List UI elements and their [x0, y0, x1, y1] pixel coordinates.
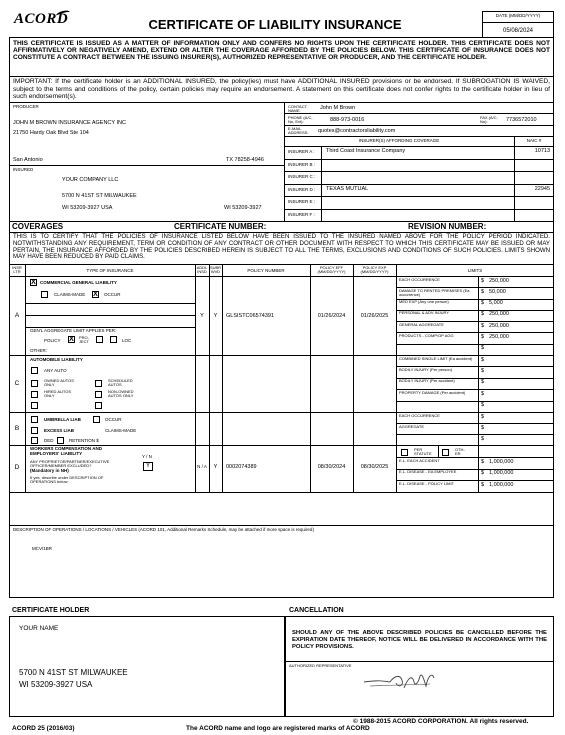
- owned-checkbox[interactable]: [31, 380, 38, 387]
- limit-label: E.L. DISEASE - EA EMPLOYEE: [399, 469, 457, 475]
- limit-row-line: [396, 434, 554, 435]
- oth-er-label: OTH- ER: [455, 447, 465, 456]
- wc-eff: 08/30/2024: [317, 464, 346, 470]
- wc-subr: Y: [213, 464, 218, 470]
- scheduled-label: SCHEDULED AUTOS: [108, 378, 133, 388]
- insurer-row-line: [284, 209, 554, 210]
- umbrella-label: UMBRELLA LIAB: [44, 417, 81, 422]
- v-insr: [25, 264, 26, 492]
- gl-other-label: OTHER:: [30, 348, 48, 353]
- description-top: [9, 525, 554, 526]
- insured-zip: WI 53209-3927: [224, 205, 262, 211]
- wc-title: WORKERS COMPENSATION AND EMPLOYERS' LIABILITY: [30, 446, 102, 456]
- insurer-label: INSURER F :: [288, 211, 315, 217]
- limit-value: 1,000,000: [489, 458, 514, 465]
- umbrella-claims-made-label: CLAIMS-MADE: [105, 428, 137, 433]
- insurers-header: INSURER(S) AFFORDING COVERAGE: [358, 138, 440, 143]
- limit-dollar-sign: $: [481, 413, 485, 420]
- wc-statute-line: [396, 457, 554, 458]
- per-statute-label: PER STATUTE: [414, 447, 432, 456]
- limit-label: BODILY INJURY (Per person): [399, 366, 453, 372]
- ded-label: DED: [44, 438, 54, 443]
- insured-city: WI 53209-3927 USA: [62, 205, 113, 211]
- limit-dollar-sign: $: [481, 300, 485, 307]
- umbrella-occur-label: OCCUR: [105, 417, 122, 422]
- coverage-statement: THIS IS TO CERTIFY THAT THE POLICIES OF INSURANCE LISTED BELOW HAVE BEEN ISSUED TO THE INSURED NAMED ABOVE FOR THE POLICY PERIOD INDICATED. NOTWITHSTANDING ANY REQUIREMENT, TERM OR CONDITION OF ANY CONTRACT OR OTHER DOCUMENT WITH RESPECT TO WHICH THIS CERTIFICATE MAY BE ISSUED OR MAY PERTAIN, THE INSURANCE AFFORDED BY THE POLICIES DESCRIBED HEREIN IS SUBJECT TO ALL THE TERMS, EXCLUSIONS AND CONDITIONS OF SUCH POLICIES. LIMITS SHOWN MAY HAVE BEEN REDUCED BY PAID CLAIMS.: [13, 233, 550, 261]
- insurer-label: INSURER B :: [288, 161, 316, 167]
- limit-dollar-sign: $: [481, 458, 485, 465]
- v-subr: [222, 264, 223, 492]
- insurer-label: INSURER E :: [288, 199, 316, 204]
- umbrella-ltr: B: [14, 425, 20, 432]
- cancellation-text: SHOULD ANY OF THE ABOVE DESCRIBED POLICIES BE CANCELLED BEFORE THE EXPIRATION DATE THEREOF, NOTICE WILL BE DELIVERED IN ACCORDANCE WITH THE POLICY PROVISIONS.: [292, 630, 547, 650]
- any-auto-checkbox[interactable]: [31, 367, 38, 374]
- disclaimer-text: THIS CERTIFICATE IS ISSUED AS A MATTER OF INFORMATION ONLY AND CONFERS NO RIGHTS UPON THE CERTIFICATE HOLDER. THIS CERTIFICATE DOES NOT AFFIRMATIVELY OR NEGATIVELY AMEND, EXTEND OR ALTER THE COVERAGE AFFORDED BY THE POLICIES BELOW. THIS CERTIFICATE OF INSURANCE DOES NOT CONSTITUTE A CONTRACT BETWEEN THE ISSUING INSURER(S), AUTHORIZED REPRESENTATIVE OR PRODUCER, AND THE CERTIFICATE HOLDER.: [13, 40, 550, 62]
- fax-value: 7736572010: [506, 117, 537, 123]
- gl-eff: 01/26/2024: [317, 313, 346, 319]
- gl-blank-line-1: [25, 303, 195, 304]
- hired-checkbox[interactable]: [31, 391, 38, 398]
- limit-dollar-sign: $: [481, 311, 485, 318]
- producer-city: San Antonio: [13, 157, 43, 163]
- limit-dollar-sign: $: [481, 435, 485, 442]
- limit-label: COMBINED SINGLE LIMIT (Ea accident): [399, 355, 473, 361]
- gl-blank-line-2: [25, 315, 195, 316]
- wc-excluded-answer[interactable]: Y: [143, 462, 153, 471]
- wc-exp: 08/30/2025: [360, 464, 389, 470]
- document-title: CERTIFICATE OF LIABILITY INSURANCE: [148, 17, 402, 32]
- insured-name: YOUR COMPANY LLC: [62, 177, 119, 183]
- auto-title: AUTOMOBILE LIABILITY: [30, 357, 83, 362]
- auto-ltr: C: [14, 380, 20, 387]
- gl-policy-number: GLSISTC06574391: [226, 313, 275, 319]
- gl-addl: Y: [200, 313, 204, 319]
- wc-yn: Y / N: [142, 454, 152, 459]
- limit-label: AGGREGATE: [399, 423, 425, 429]
- gen-agg-label: GEN'L AGGREGATE LIMIT APPLIES PER:: [30, 328, 117, 333]
- col-policy: POLICY NUMBER: [247, 268, 285, 273]
- limit-label: PROPERTY DAMAGE (Per accident): [399, 389, 466, 395]
- producer-state-zip: TX 78258-4946: [226, 157, 264, 163]
- non-owned-checkbox[interactable]: [95, 391, 102, 398]
- auto-blank-checkbox-1[interactable]: [31, 402, 38, 409]
- policy-checkbox[interactable]: X: [69, 336, 74, 343]
- trademark: The ACORD name and logo are registered marks of ACORD: [186, 725, 370, 732]
- loc-label: LOC: [122, 338, 132, 343]
- producer-label: PRODUCER: [13, 104, 39, 109]
- non-owned-label: NON-OWNED AUTOS ONLY: [108, 389, 134, 399]
- holder-address: 5700 N 41ST ST MILWAUKEE: [19, 668, 128, 677]
- limit-value: 250,000: [489, 333, 509, 340]
- producer-address: 21750 Hardy Oak Blvd Ste 104: [13, 130, 89, 136]
- limit-value: 250,000: [489, 311, 509, 318]
- limit-row-line: [396, 344, 554, 345]
- description-label: DESCRIPTION OF OPERATIONS / LOCATIONS / VEHICLES (ACORD 101, Additional Remarks Schedule, may be attached if more space is required): [13, 527, 314, 532]
- gl-exp: 01/26/2025: [360, 313, 389, 319]
- limit-dollar-sign: $: [481, 367, 485, 374]
- occur-label: OCCUR: [104, 292, 121, 297]
- limit-value: 1,000,000: [489, 481, 514, 488]
- policy-label: POLICY: [44, 338, 61, 343]
- date-label: DATE (MM/DD/YYYY): [495, 13, 541, 18]
- email-value: quotes@contractorsliability.com: [318, 128, 396, 134]
- v-policy: [310, 264, 311, 492]
- excess-checkbox[interactable]: [31, 427, 38, 434]
- col-type: TYPE OF INSURANCE: [86, 268, 134, 273]
- limit-label: GENERAL AGGREGATE: [399, 321, 444, 327]
- insurer-naic: 10713: [534, 148, 550, 154]
- insurer-name: Third Coast Insurance Company: [326, 148, 406, 154]
- excess-label: EXCESS LIAB: [44, 428, 75, 433]
- col-eff: POLICY EFF (MM/DD/YYYY): [317, 265, 346, 274]
- per-statute-checkbox[interactable]: [401, 449, 408, 456]
- col-insr: INSR LTR: [12, 265, 22, 274]
- cert-holder-label: CERTIFICATE HOLDER: [12, 607, 90, 614]
- v-dollar: [478, 276, 479, 492]
- owned-label: OWNED AUTOS ONLY: [44, 378, 74, 388]
- scheduled-checkbox[interactable]: [95, 380, 102, 387]
- contact-line-2: [284, 125, 554, 126]
- insurer-row-line: [284, 196, 554, 197]
- coverages-label: COVERAGES: [12, 222, 64, 231]
- retention-label: RETENTION $: [69, 438, 99, 443]
- limit-value: 250,000: [489, 277, 509, 284]
- insurer-label: INSURER A :: [288, 149, 315, 154]
- limit-row-line: [396, 401, 554, 402]
- insurer-naic: 22945: [534, 185, 550, 192]
- acord-logo: ACORD: [14, 11, 69, 27]
- wc-question: ANY PROPRIETOR/PARTNER/EXECUTIVE OFFICER/MEMBER EXCLUDED?: [30, 459, 110, 469]
- project-checkbox[interactable]: [96, 336, 103, 343]
- limit-dollar-sign: $: [481, 322, 485, 329]
- v-addl: [209, 264, 210, 492]
- limit-label: EACH OCCURRENCE: [399, 276, 440, 282]
- limit-dollar-sign: $: [481, 390, 485, 397]
- producer-bottom-line: [9, 165, 284, 166]
- wc-bottom: [9, 492, 554, 493]
- wc-policy-number: 0002074389: [226, 464, 257, 470]
- date-value: 05/08/2024: [502, 28, 534, 34]
- col-exp: POLICY EXP (MM/DD/YYYY): [360, 265, 389, 274]
- limit-label: EACH OCCURRENCE: [399, 412, 440, 418]
- oth-er-checkbox[interactable]: [442, 449, 449, 456]
- limit-dollar-sign: $: [481, 277, 485, 284]
- contact-line-1: [284, 113, 554, 114]
- authorized-rep-label: AUTHORIZED REPRESENTATIVE: [289, 663, 352, 668]
- any-auto-label: ANY AUTO: [44, 368, 67, 373]
- description-text: MCV/1BR: [32, 546, 53, 551]
- v-eff: [353, 264, 354, 492]
- limit-value: 1,000,000: [489, 470, 514, 477]
- limit-dollar-sign: $: [481, 345, 485, 352]
- phone-value: 888-973-0016: [330, 117, 365, 123]
- gl-subr: Y: [213, 313, 218, 319]
- limit-dollar-sign: $: [481, 424, 485, 431]
- insured-address: 5700 N 41ST ST MILWAUKEE: [62, 193, 137, 199]
- limit-dollar-sign: $: [481, 356, 485, 363]
- hired-label: HIRED AUTOS ONLY: [44, 389, 72, 399]
- wc-describe: If yes, describe under DESCRIPTION OF OPERATIONS below: [30, 475, 104, 485]
- insurer-row-line: [284, 184, 554, 185]
- col-limits: LIMITS: [467, 268, 483, 273]
- insurer-name: TEXAS MUTUAL: [326, 185, 369, 192]
- certificate-number-label: CERTIFICATE NUMBER:: [174, 222, 267, 231]
- gl-ltr: A: [14, 312, 20, 319]
- signature-graphic: [360, 668, 450, 694]
- claims-made-checkbox[interactable]: [41, 291, 48, 298]
- contact-name-label: CONTACT NAME:: [288, 104, 307, 113]
- limit-dollar-sign: $: [481, 379, 485, 386]
- limit-dollar-sign: $: [481, 481, 485, 488]
- limit-label: DAMAGE TO RENTED PREMISES (Ea occurrence): [399, 287, 470, 297]
- umbrella-checkbox[interactable]: [31, 416, 38, 423]
- important-text: IMPORTANT: If the certificate holder is an ADDITIONAL INSURED, the policy(ies) must have ADDITIONAL INSURED provisions or be endorsed. If SUBROGATION IS WAIVED, subject to the terms and conditions of the policy, certain policies may require an endorsement. A statement on this certificate does not confer rights to the certificate holder in lieu of such endorsement(s).: [13, 78, 550, 101]
- insurer-line-0: [284, 146, 554, 147]
- divider-1: [9, 76, 554, 77]
- producer-name: JOHN M BROWN INSURANCE AGENCY INC: [13, 120, 126, 126]
- retention-checkbox[interactable]: [57, 437, 64, 444]
- insurer-row-line: [284, 171, 554, 172]
- holder-city: WI 53209-3927 USA: [19, 680, 93, 689]
- cancellation-label: CANCELLATION: [289, 607, 344, 614]
- limit-label: BODILY INJURY (Per accident): [399, 378, 455, 384]
- producer-divider: [284, 102, 285, 221]
- col-addl: ADDL INSD: [196, 265, 208, 274]
- limit-value: 50,000: [489, 288, 506, 295]
- limit-dollar-sign: $: [481, 333, 485, 340]
- insured-label: INSURED: [13, 167, 34, 172]
- ded-checkbox[interactable]: [31, 437, 38, 444]
- fax-label: FAX (A/C, No):: [480, 115, 498, 124]
- divider-2: [9, 102, 554, 103]
- auto-blank-checkbox-2[interactable]: [95, 402, 102, 409]
- col-subr: SUBR WVD: [209, 265, 222, 274]
- limit-label: E.L. DISEASE - POLICY LIMIT: [399, 480, 455, 486]
- insurer-row-line: [284, 159, 554, 160]
- limit-label: E.L. EACH ACCIDENT: [399, 457, 440, 463]
- col-header-top: [9, 264, 554, 265]
- phone-label: PHONE (A/C, No, Ext):: [288, 115, 313, 124]
- revision-number-label: REVISION NUMBER:: [408, 222, 487, 231]
- umbrella-occur-checkbox[interactable]: [93, 416, 100, 423]
- limit-label: PRODUCTS - COMP/OP AGG: [399, 332, 454, 338]
- gl-title: COMMERCIAL GENERAL LIABILITY: [40, 280, 117, 285]
- insurer-label: INSURER D :: [288, 186, 316, 192]
- limit-label: MED EXP (Any one person): [399, 299, 449, 305]
- insurer-label: INSURER C :: [288, 174, 316, 179]
- rep-line: [285, 661, 554, 662]
- limit-dollar-sign: $: [481, 470, 485, 477]
- claims-made-label: CLAIMS-MADE: [54, 292, 86, 297]
- wc-na: N / A: [197, 464, 207, 469]
- limit-dollar-sign: $: [481, 288, 485, 295]
- project-label: PRO- JECT: [79, 335, 89, 344]
- limit-value: 250,000: [489, 322, 509, 329]
- loc-checkbox[interactable]: [110, 336, 117, 343]
- email-label: E-MAIL ADDRESS:: [288, 126, 309, 135]
- contact-name: John M Brown: [320, 105, 356, 111]
- occur-checkbox[interactable]: X: [93, 291, 98, 298]
- naic-label: NAIC #: [526, 138, 542, 143]
- v-type: [195, 264, 196, 492]
- wc-ltr: D: [14, 464, 20, 471]
- gl-checkbox[interactable]: X: [31, 279, 36, 286]
- form-number: ACORD 25 (2016/03): [12, 725, 75, 732]
- limit-dollar-sign: $: [481, 402, 485, 409]
- oth-divider: [438, 445, 439, 457]
- wc-mandatory: (Mandatory in NH): [30, 468, 69, 473]
- date-divider: [482, 22, 554, 23]
- holder-name: YOUR NAME: [19, 625, 59, 632]
- limit-label: PERSONAL & ADV INJURY: [399, 310, 450, 316]
- copyright: © 1988-2015 ACORD CORPORATION. All rights reserved.: [353, 718, 529, 725]
- limit-value: 5,000: [489, 300, 503, 307]
